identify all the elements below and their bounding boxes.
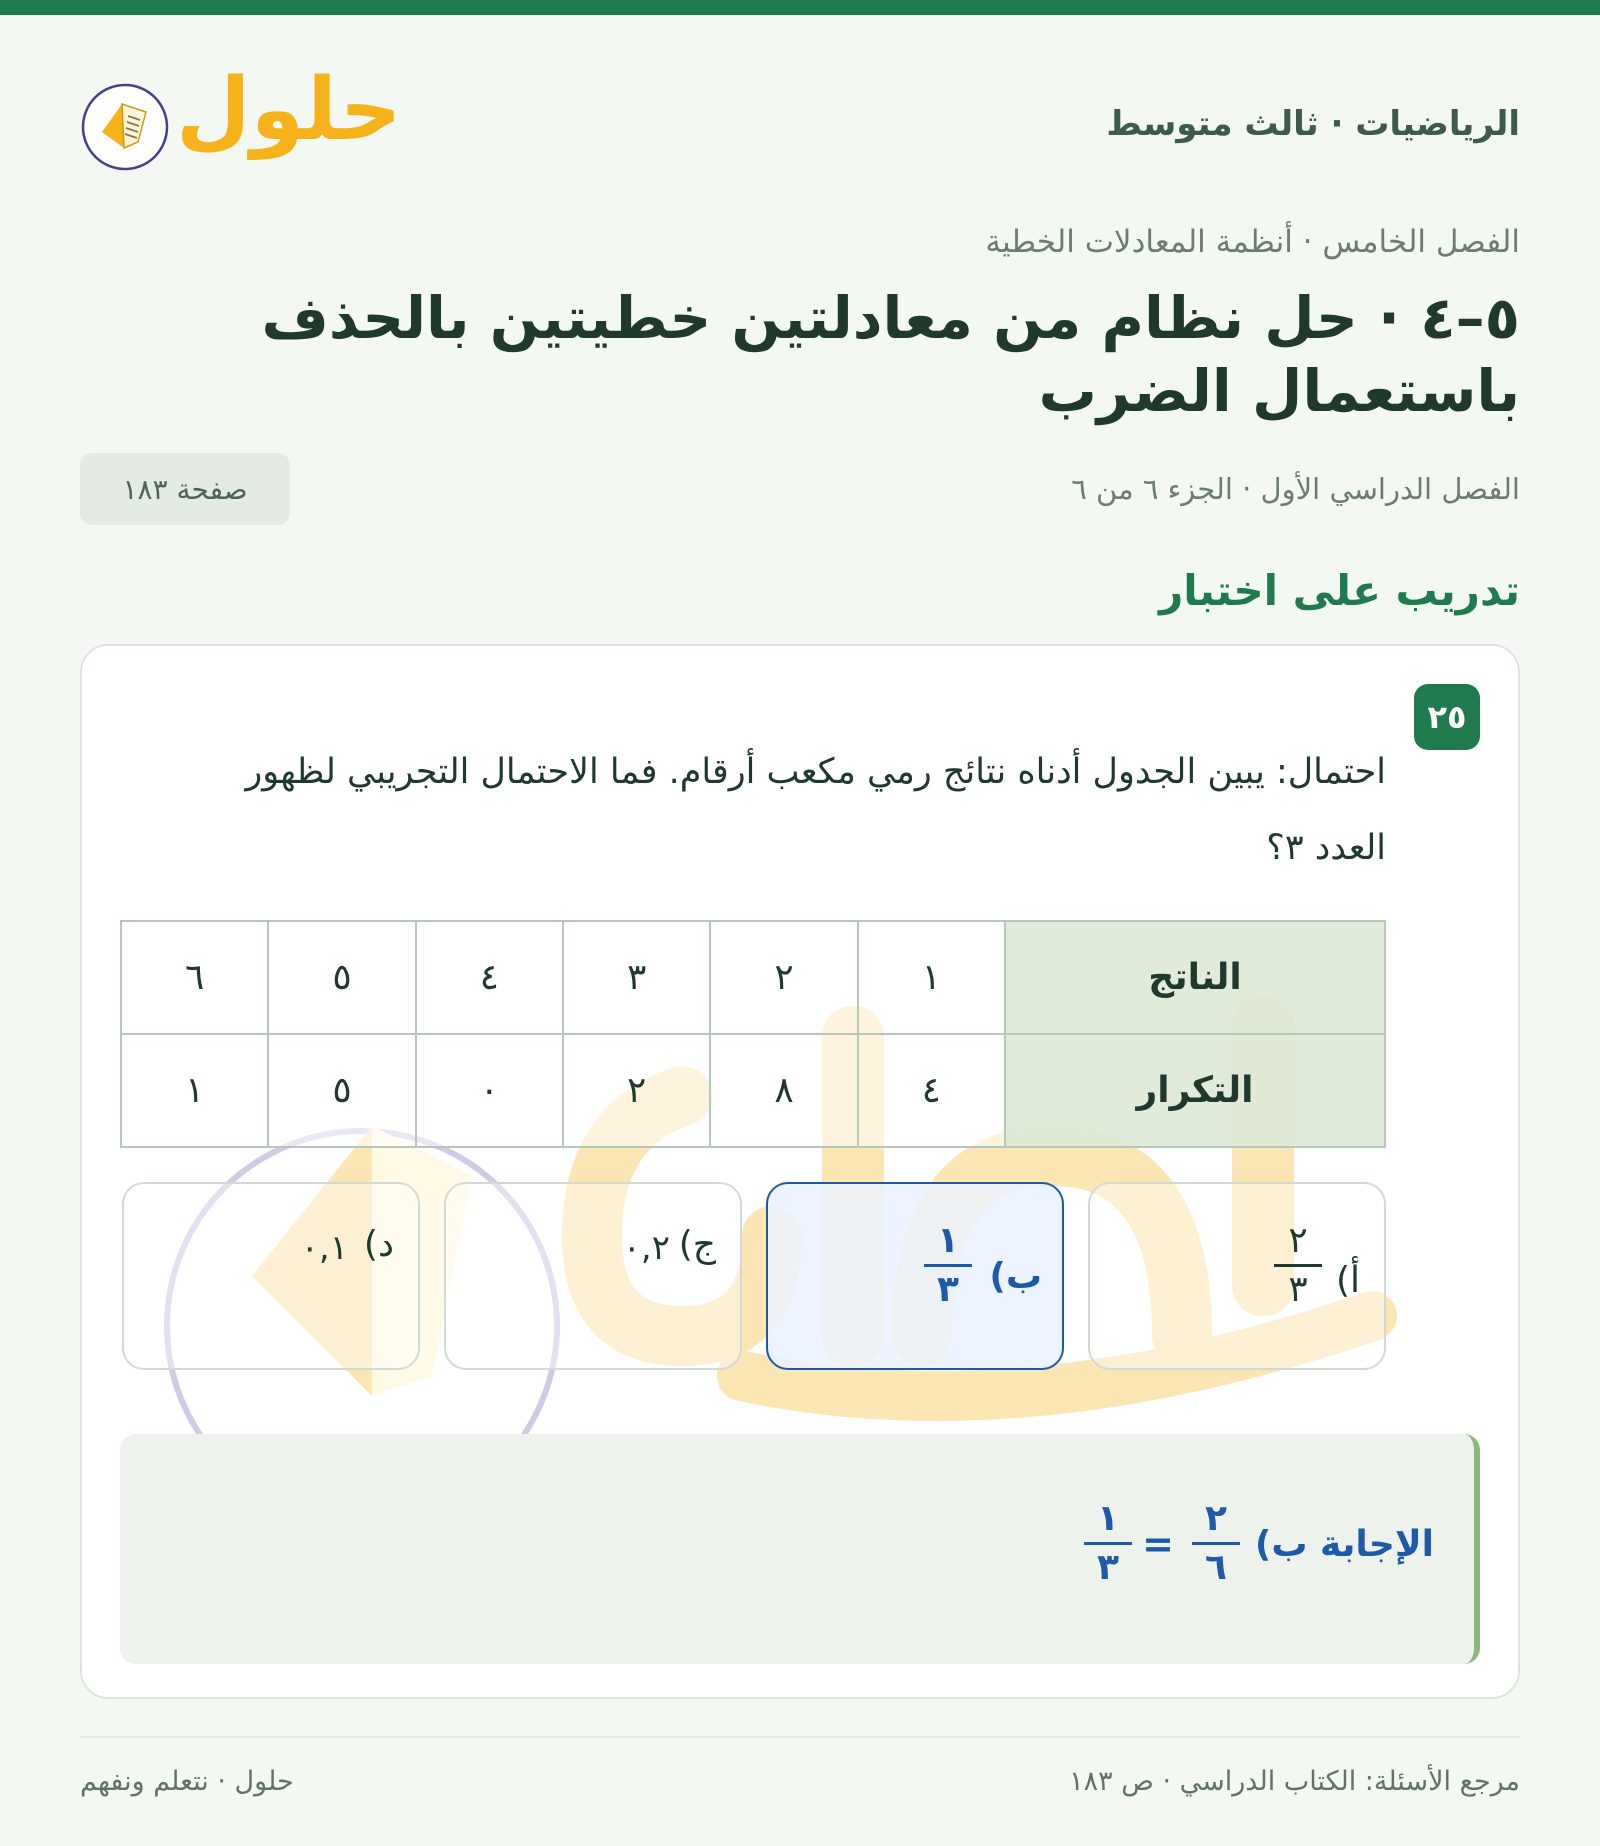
row-header-outcome: الناتج [1005, 921, 1385, 1034]
outcomes-table [120, 920, 1386, 1148]
table-cell: ٤ [416, 921, 563, 1034]
option-b[interactable] [766, 1182, 1064, 1370]
fraction-numerator: ١ [1097, 1498, 1119, 1539]
page-badge: صفحة ١٨٣ [80, 453, 290, 525]
fraction-denominator: ٣ [1288, 1269, 1308, 1310]
fraction-bar [1192, 1542, 1240, 1545]
table-cell: ٤ [858, 1034, 1005, 1147]
fraction-denominator: ٦ [1205, 1547, 1227, 1588]
hulul-logo[interactable] [80, 60, 402, 188]
option-letter: ج) [678, 1224, 716, 1265]
table-cell: ٥ [268, 1034, 415, 1147]
logo-wordmark: حلول [176, 60, 402, 160]
option-letter: ب) [989, 1256, 1042, 1297]
fraction-numerator: ٢ [1205, 1498, 1227, 1539]
answer-box [120, 1434, 1480, 1664]
table-row [121, 1034, 1385, 1147]
fraction-bar [924, 1264, 972, 1267]
table-cell: ٢ [563, 1034, 710, 1147]
answer-fraction-2 [1082, 1498, 1134, 1589]
subject-title: الرياضيات · ثالث متوسط [1106, 104, 1520, 144]
question-number: ٢٥ [1414, 684, 1480, 750]
table-cell: ١ [121, 1034, 268, 1147]
option-value: ٠,٢ [622, 1228, 670, 1268]
table-cell: ٦ [121, 921, 268, 1034]
footer-reference: مرجع الأسئلة: الكتاب الدراسي · ص ١٨٣ [1069, 1766, 1520, 1797]
fraction-numerator: ٢ [1288, 1220, 1308, 1261]
fraction-denominator: ٣ [937, 1269, 959, 1310]
question-card [80, 644, 1520, 1699]
question-text: احتمال: يبين الجدول أدناه نتائج رمي مكعب أرقام. فما الاحتمال التجريبي لظهور العدد ٣؟ [245, 752, 1386, 868]
answer-label: الإجابة ب) [1254, 1524, 1434, 1565]
table-cell: ٨ [710, 1034, 857, 1147]
option-value: ٠,١ [300, 1228, 348, 1268]
section-title: تدريب على اختبار [1159, 566, 1520, 615]
option-letter: د) [363, 1224, 394, 1265]
option-letter: أ) [1335, 1260, 1360, 1301]
fraction-bar [1274, 1264, 1322, 1267]
table-cell: ٣ [563, 921, 710, 1034]
chapter-label: الفصل الخامس · أنظمة المعادلات الخطية [985, 224, 1520, 260]
option-fraction [1272, 1220, 1324, 1311]
equals-sign: = [1142, 1522, 1174, 1566]
table-cell: ٠ [416, 1034, 563, 1147]
row-header-frequency: التكرار [1005, 1034, 1385, 1147]
fraction-numerator: ١ [937, 1220, 959, 1261]
answer-fraction-1 [1190, 1498, 1242, 1589]
option-d[interactable] [122, 1182, 420, 1370]
page-header [80, 58, 1520, 188]
fraction-bar [1084, 1542, 1132, 1545]
table-row [121, 921, 1385, 1034]
lesson-meta: الفصل الدراسي الأول · الجزء ٦ من ٦ [1071, 472, 1520, 506]
table-cell: ٥ [268, 921, 415, 1034]
option-fraction [922, 1220, 974, 1311]
option-a[interactable] [1088, 1182, 1386, 1370]
lesson-title: ٥–٤ · حل نظام من معادلتين خطيتين بالحذف باستعمال الضرب [261, 284, 1520, 425]
book-icon [80, 82, 170, 172]
footer-tagline: حلول · نتعلم ونفهم [80, 1766, 294, 1797]
table-cell: ١ [858, 921, 1005, 1034]
option-c[interactable] [444, 1182, 742, 1370]
top-accent-bar [0, 0, 1600, 15]
footer-divider [80, 1736, 1520, 1738]
table-cell: ٢ [710, 921, 857, 1034]
fraction-denominator: ٣ [1097, 1547, 1119, 1588]
